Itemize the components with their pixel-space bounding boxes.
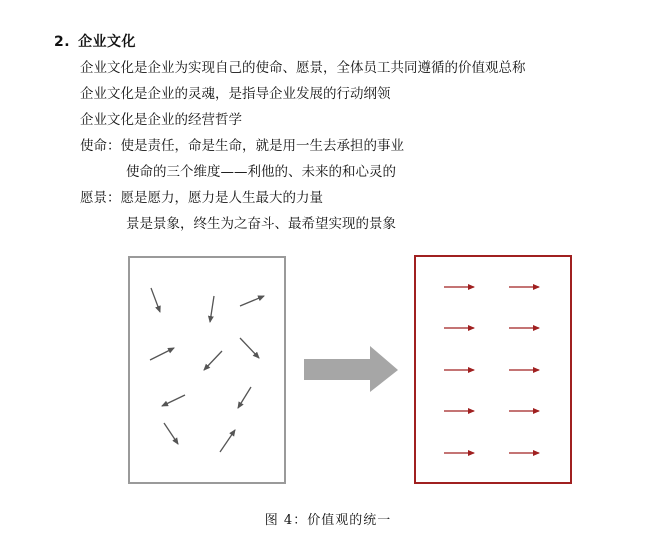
text-line-definition: 企业文化是企业为实现自己的使命、愿景，全体员工共同遵循的价值观总称 [80,60,526,76]
transition-arrow-icon [304,346,398,392]
text-line-mission: 使命：使是责任，命是生命，就是用一生去承担的事业 [80,138,404,154]
figure-caption: 图 4：价值观的统一 [264,513,392,528]
text-line-vision-scene: 景是景象，终生为之奋斗、最希望实现的景象 [126,216,396,232]
text-line-vision: 愿景：愿是愿力，愿力是人生最大的力量 [80,190,323,206]
section-number: 2. [54,34,71,50]
text-line-soul: 企业文化是企业的灵魂，是指导企业发展的行动纲领 [80,86,391,102]
section-title: 企业文化 [78,34,137,50]
text-line-mission-dimensions: 使命的三个维度——利他的、未来的和心灵的 [126,164,396,180]
aligned-box [415,256,571,483]
text-line-philosophy: 企业文化是企业的经营哲学 [80,112,242,128]
